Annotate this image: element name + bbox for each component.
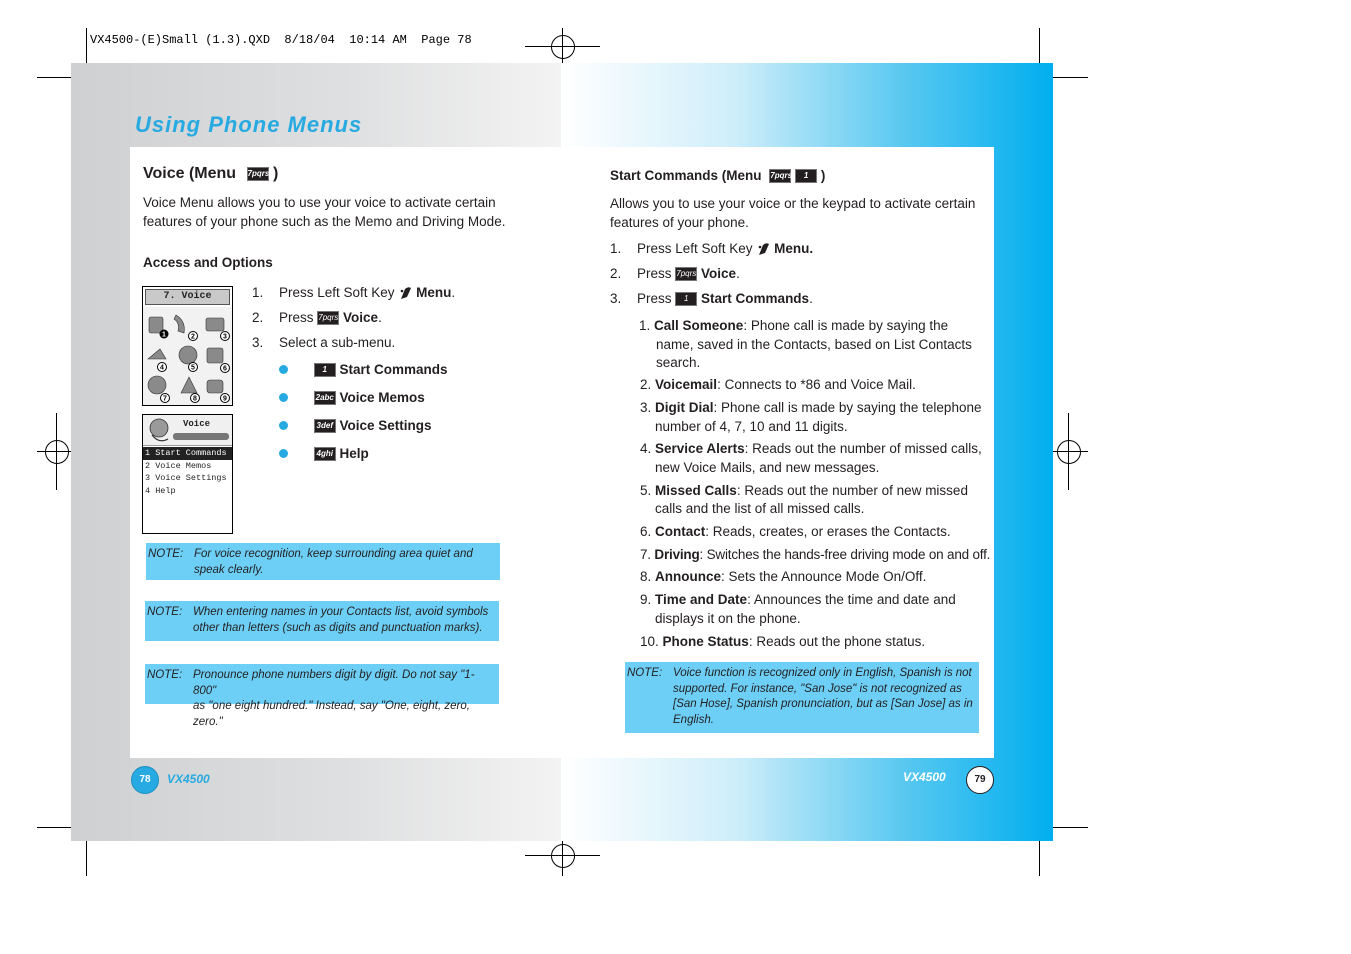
left-soft-key-icon [756, 242, 770, 256]
screen-scroll-bar [173, 433, 229, 440]
badge-7: 7 [163, 395, 167, 403]
bullet-icon [279, 365, 288, 374]
command-item: 1. Call Someone: Phone call is made by saying the name, saved in the Contacts, based on List Contacts search. [639, 318, 972, 371]
bullet-icon [279, 449, 288, 458]
command-item: 6. Contact: Reads, creates, or erases the Contacts. [640, 524, 951, 540]
key-7-icon: 7pqrs [247, 167, 269, 181]
step-item: 3. Press 1 Start Commands. [610, 291, 813, 306]
submenu-list [279, 360, 509, 472]
start-commands-heading: Start Commands (Menu 7pqrs 1 ) [610, 168, 826, 183]
note-box: NOTE: When entering names in your Contacts list, avoid symbols other than letters (such as digits and punctuation marks). [145, 601, 499, 641]
screen-item: 2 Voice Memos [145, 460, 212, 471]
access-options-heading: Access and Options [143, 255, 273, 270]
badge-4: 4 [160, 364, 164, 372]
voice-bubble-icon [146, 417, 172, 443]
badge-1: 1 [162, 331, 166, 339]
page-title: Using Phone Menus [135, 112, 363, 137]
badge-6: 6 [223, 365, 227, 373]
command-item: 2. Voicemail: Connects to *86 and Voice Mail. [640, 377, 916, 393]
left-soft-key-icon [398, 286, 412, 300]
key-1-icon: 1 [795, 169, 817, 183]
voice-menu-heading: Voice (Menu 7pqrs ) [143, 165, 279, 182]
key-7-icon: 7pqrs [675, 267, 697, 281]
key-1-icon: 1 [675, 292, 697, 306]
command-list [630, 317, 990, 651]
right-steps [610, 239, 970, 314]
badge-9: 9 [223, 395, 227, 403]
page-number-left: 78 [131, 766, 159, 794]
step-item: 2. Press 7pqrs Voice. [252, 310, 382, 325]
command-item: 10. Phone Status: Reads out the phone status. [640, 633, 926, 649]
badge-8: 8 [193, 395, 197, 403]
page-number-right: 79 [966, 766, 994, 794]
model-name-left: VX4500 [167, 772, 210, 786]
note-box: NOTE: For voice recognition, keep surrounding area quiet and speak clearly. [146, 543, 500, 580]
note-box: NOTE: Voice function is recognized only in English, Spanish is not supported. For instance, "San Jose" is not recognized as [San Hose], Spanish pronunciation, but as [San Jose] as in English. [625, 662, 979, 733]
key-3-icon: 3def [314, 419, 336, 433]
submenu-item: 2abc Voice Memos [279, 388, 509, 416]
start-commands-intro: Allows you to use your voice or the keypad to activate certain features of your phone. [610, 196, 976, 230]
voice-submenu-screen [142, 414, 233, 534]
screen-item-selected: 1 Start Commands [143, 447, 232, 460]
voice-menu-screen [142, 286, 233, 406]
badge-5: 5 [191, 364, 195, 372]
bullet-icon [279, 393, 288, 402]
bullet-icon [279, 421, 288, 430]
command-item: 3. Digit Dial: Phone call is made by saying the telephone number of 4, 7, 10 and 11 digits. [640, 399, 982, 434]
command-item: 9. Time and Date: Announces the time and date and displays it on the phone. [640, 592, 956, 626]
voice-intro: Voice Menu allows you to use your voice to activate certain features of your phone such as the Memo and Driving Mode. [143, 195, 506, 229]
submenu-item: 1 Start Commands [279, 360, 509, 388]
key-1-icon: 1 [314, 363, 336, 377]
command-item: 4. Service Alerts: Reads out the number of missed calls, new Voice Mails, and new messages. [640, 441, 982, 475]
left-steps [252, 283, 512, 358]
note-box: NOTE: Pronounce phone numbers digit by digit. Do not say "1-800" as "one eight hundred." Instead, say "One, eight, zero, zero." [145, 664, 499, 704]
command-item: 7. Driving: Switches the hands-free driving mode on and off. [640, 546, 991, 562]
step-item: 1. Press Left Soft Key Menu. [610, 241, 814, 256]
submenu-item: 3def Voice Settings [279, 416, 509, 444]
key-7-icon: 7pqrs [769, 169, 791, 183]
key-4-icon: 4ghi [314, 447, 336, 461]
submenu-item: 4ghi Help [279, 444, 509, 472]
step-item: 3. Select a sub-menu. [252, 335, 396, 350]
printer-slug: VX4500-(E)Small (1.3).QXD 8/18/04 10:14 AM Page 78 [90, 33, 472, 47]
screen-item: 3 Voice Settings [145, 473, 227, 483]
screen-item: 4 Help [145, 485, 176, 496]
command-item: 8. Announce: Sets the Announce Mode On/Off. [640, 569, 927, 585]
badge-2: 2 [191, 333, 195, 341]
voice-icon-grid [143, 307, 232, 405]
model-name-right: VX4500 [903, 770, 946, 784]
screen-title: 7. Voice [145, 289, 230, 305]
key-7-icon: 7pqrs [317, 311, 339, 325]
screen-title: Voice [183, 419, 211, 429]
step-item: 2. Press 7pqrs Voice. [610, 266, 740, 281]
key-2-icon: 2abc [314, 391, 336, 405]
command-item: 5. Missed Calls: Reads out the number of new missed calls and the list of all missed calls. [640, 482, 968, 517]
badge-3: 3 [223, 333, 227, 341]
step-item: 1. Press Left Soft Key Menu. [252, 285, 456, 300]
